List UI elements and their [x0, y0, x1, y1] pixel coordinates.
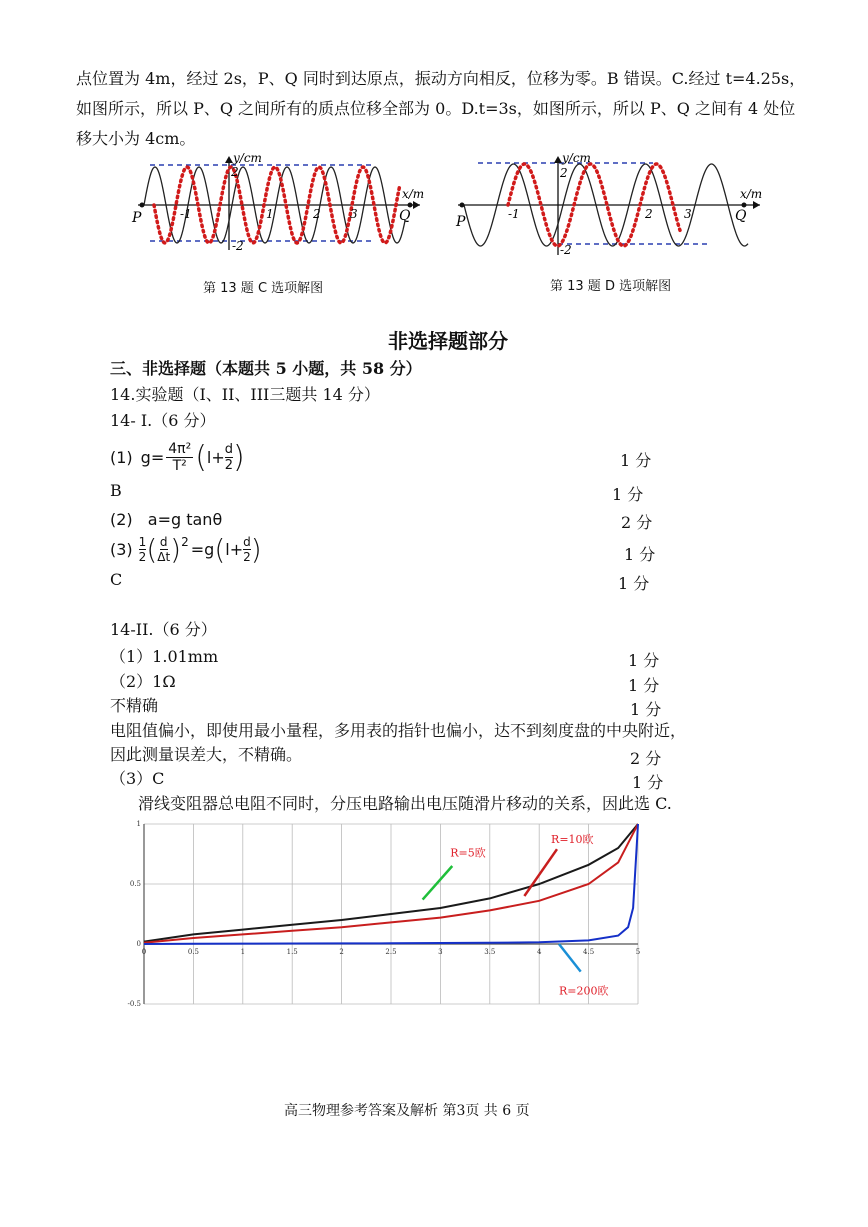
- part2-explain-3: 滑线变阻器总电阻不同时，分压电路输出电压随滑片移动的关系，因此选 C.: [138, 794, 672, 813]
- score-b: 1 分: [612, 485, 644, 504]
- part2-explain-1: 电阻值偏小，即使用最小量程，多用表的指针也偏小，达不到刻度盘的中央附近，: [110, 721, 687, 740]
- intro-line-1: 点位置为 4m，经过 2s，P、Q 同时到达原点，振动方向相反，位移为零。B 错误。C.经过 t=4.25s，: [76, 69, 806, 88]
- wave-figure-d: [448, 150, 768, 270]
- x-tick-label: 3: [438, 948, 443, 956]
- point-q: [408, 203, 413, 208]
- part2-score-3: 1 分: [630, 700, 662, 719]
- label-arrow-0: [423, 866, 453, 900]
- fraction-4pi2-t2: $\frac{\text{4π²}}{\text{T²}}$: [168, 441, 192, 474]
- item-text: g=: [140, 448, 165, 467]
- tick-2: 2: [313, 207, 321, 221]
- part2-header: 14-II.（6 分）: [110, 620, 217, 639]
- section-title: 非选择题部分: [388, 329, 508, 353]
- series-label-2: R=200欧: [558, 984, 609, 998]
- part2-explain-score: 2 分: [630, 749, 662, 768]
- p-label: P: [456, 214, 466, 230]
- x-tick-label: 0: [141, 948, 147, 956]
- wave-figure-c: [120, 150, 430, 270]
- y-label: y/cm: [562, 151, 591, 165]
- part2-item-3: 不精确: [110, 696, 159, 715]
- part2-explain-2: 因此测量误差大，不精确。: [110, 745, 303, 764]
- x-axis-arrow: [753, 201, 760, 209]
- divider-voltage-chart: [118, 816, 648, 1012]
- y-tick-label: -0.5: [127, 1000, 141, 1008]
- x-tick-label: 1: [240, 948, 246, 956]
- q-label: Q: [735, 208, 747, 224]
- x-tick-label: 2: [339, 948, 344, 956]
- q14-heading: 14.实验题（I、II、III三题共 14 分）: [110, 385, 380, 404]
- amp-pos-label: 2: [560, 166, 568, 180]
- intro-line-3: 移大小为 4cm。: [76, 129, 196, 148]
- score-2: 2 分: [621, 513, 653, 532]
- part2-item-1: （1）1.01mm: [110, 647, 219, 666]
- amp-neg-label: -2: [232, 239, 244, 253]
- part2-item-2: （2）1Ω: [110, 672, 176, 691]
- x-tick-label: 3.5: [484, 948, 496, 956]
- tick-3: 3: [684, 207, 692, 221]
- tick-3: 3: [350, 207, 358, 221]
- answer-b: B: [110, 481, 122, 500]
- formula-2: (2) a=g tanθ: [110, 510, 223, 529]
- x-tick-label: 0.5: [187, 948, 199, 956]
- q-label: Q: [399, 208, 411, 224]
- formula-1: (1) g= $\frac{\text{4π²}}{\text{T²}}$ ( l+ $\frac{d}{2}$ ): [110, 440, 245, 475]
- series-label-0: R=5欧: [450, 846, 486, 860]
- y-axis-arrow: [225, 156, 233, 163]
- x-label: x/m: [402, 187, 425, 201]
- y-tick-label: 1: [136, 820, 141, 828]
- answer-c: C: [110, 570, 123, 589]
- part2-item-3c: （3）C: [110, 769, 165, 788]
- y-tick-label: 0: [136, 940, 141, 948]
- score-3: 1 分: [624, 545, 656, 564]
- tick-neg1: -1: [180, 207, 192, 221]
- y-label: y/cm: [233, 151, 262, 165]
- tick-1: 1: [266, 207, 274, 221]
- label-arrow-2: [559, 944, 581, 972]
- amp-neg-label: -2: [560, 243, 572, 257]
- p-label: P: [132, 210, 142, 226]
- x-tick-label: 4: [536, 948, 542, 956]
- section-heading: 三、非选择题（本题共 5 小题，共 58 分）: [110, 359, 422, 378]
- y-axis-arrow: [554, 156, 562, 163]
- part1-header: 14- I.（6 分）: [110, 411, 216, 430]
- part2-item-3c-score: 1 分: [632, 773, 664, 792]
- point-q: [742, 203, 747, 208]
- item-label: (1): [110, 448, 133, 467]
- label-arrow-1: [524, 849, 557, 896]
- score-1: 1 分: [620, 451, 652, 470]
- amp-pos-label: 2: [231, 165, 239, 179]
- caption-c: 第 13 题 C 选项解图: [203, 281, 324, 296]
- part2-score-2: 1 分: [628, 676, 660, 695]
- chart-labels: [423, 832, 609, 997]
- series-label-1: R=10欧: [551, 833, 594, 847]
- formula-3: (3) 1 2 ( d Δt ) 2 =g ( l+ $\frac{d}{2}$ ): [110, 533, 262, 566]
- tick-2: 2: [645, 207, 653, 221]
- x-tick-label: 4.5: [583, 948, 595, 956]
- y-tick-label: 0.5: [129, 880, 141, 888]
- x-tick-label: 5: [635, 948, 641, 956]
- tick-neg1: -1: [508, 207, 520, 221]
- x-label: x/m: [740, 187, 763, 201]
- score-c: 1 分: [618, 574, 650, 593]
- caption-d: 第 13 题 D 选项解图: [550, 279, 672, 294]
- part2-score-1: 1 分: [628, 651, 660, 670]
- point-p: [140, 203, 145, 208]
- page-footer: 高三物理参考答案及解析 第3页 共 6 页: [284, 1103, 530, 1119]
- point-p: [460, 203, 465, 208]
- x-axis-arrow: [413, 201, 420, 209]
- x-tick-label: 2.5: [385, 948, 397, 956]
- x-tick-label: 1.5: [286, 948, 298, 956]
- intro-line-2: 如图所示，所以 P、Q 之间所有的质点位移全部为 0。D.t=3s，如图所示，所以 P、Q 之间有 4 处位: [76, 99, 796, 118]
